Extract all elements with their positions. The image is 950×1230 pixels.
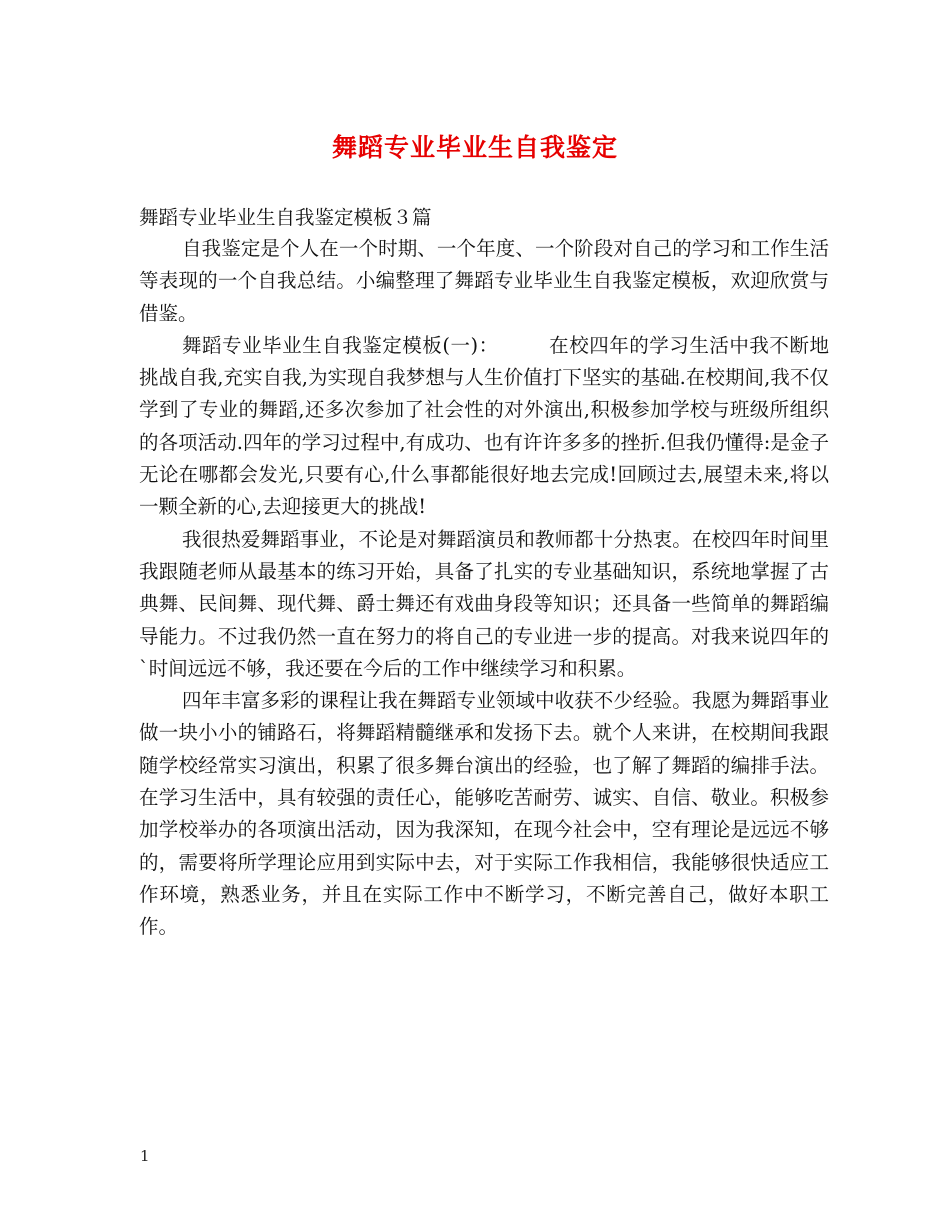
page-number: 1 bbox=[140, 1147, 150, 1165]
paragraph-template-one bbox=[139, 330, 829, 524]
template-one-heading: 舞蹈专业毕业生自我鉴定模板(一)： bbox=[182, 333, 499, 357]
document-title: 舞蹈专业毕业生自我鉴定 bbox=[331, 133, 618, 162]
paragraph-intro: 自我鉴定是个人在一个时期、一个年度、一个阶段对自己的学习和工作生活等表现的一个自我总结。小编整理了舞蹈专业毕业生自我鉴定模板，欢迎欣赏与借鉴。 bbox=[139, 237, 829, 325]
document-subtitle: 舞蹈专业毕业生自我鉴定模板３篇 bbox=[139, 206, 432, 229]
template-one-text: 在校四年的学习生活中我不断地挑战自我,充实自我,为实现自我梦想与人生价值打下坚实的基础.在校期间,我不仅学到了专业的舞蹈,还多次参加了社会性的对外演出,积极参加学校与班级所组织的各项活动.四年的学习过程中,有成功、也有许许多多的挫折.但我仍懂得:是金子无论在哪都会发光,只要有心,什么事都能很好地去完成!回顾过去,展望未来,将以一颗全新的心,去迎接更大的挑战! bbox=[139, 333, 829, 519]
paragraph-passion: 我很热爱舞蹈事业，不论是对舞蹈演员和教师都十分热衷。在校四年时间里我跟随老师从最基本的练习开始，具备了扎实的专业基础知识，系统地掌握了古典舞、民间舞、现代舞、爵士舞还有戏曲身段等知识；还具备一些简单的舞蹈编导能力。不过我仍然一直在努力的将自己的专业进一步的提高。对我来说四年的`时间远远不够，我还要在今后的工作中继续学习和积累。 bbox=[139, 527, 829, 680]
paragraph-experience: 四年丰富多彩的课程让我在舞蹈专业领域中收获不少经验。我愿为舞蹈事业做一块小小的铺路石，将舞蹈精髓继承和发扬下去。就个人来讲，在校期间我跟随学校经常实习演出，积累了很多舞台演出的经验，也了解了舞蹈的编排手法。在学习生活中，具有较强的责任心，能够吃苦耐劳、诚实、自信、敬业。积极参加学校举办的各项演出活动，因为我深知，在现今社会中，空有理论是远远不够的，需要将所学理论应用到实际中去，对于实际工作我相信，我能够很快适应工作环境，熟悉业务，并且在实际工作中不断学习，不断完善自己，做好本职工作。 bbox=[139, 689, 829, 939]
document-body bbox=[139, 203, 829, 944]
